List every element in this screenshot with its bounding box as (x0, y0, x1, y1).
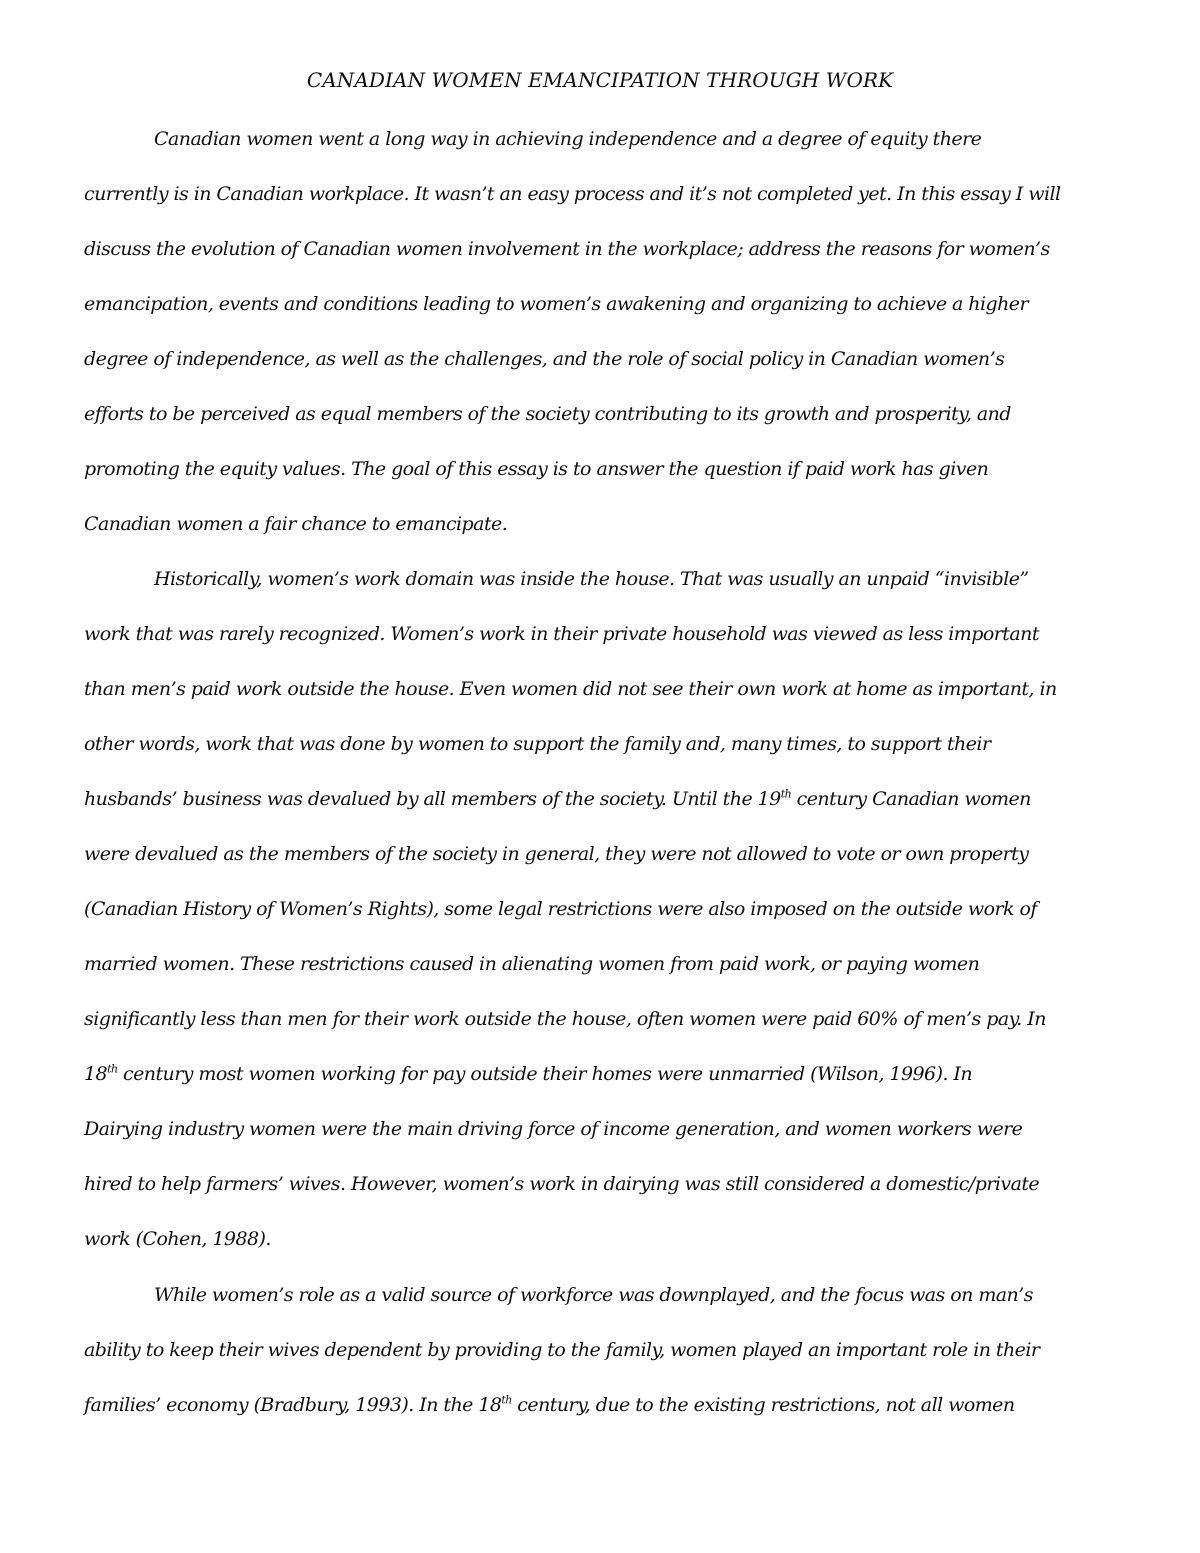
paragraph-2-line-6: were devalued as the members of the society in general, they were not allowed to vote or own property (84, 843, 1029, 865)
paragraph-3-line-3 (84, 1394, 1015, 1416)
paragraph-3-line-1: While women’s role as a valid source of workforce was downplayed, and the focus was on man’s (154, 1284, 1033, 1306)
paragraph-1-line-5: degree of independence, as well as the challenges, and the role of social policy in Canadian women’s (84, 348, 1005, 370)
paragraph-1-line-6: efforts to be perceived as equal members of the society contributing to its growth and prosperity, and (84, 403, 1011, 425)
paragraph-2-line-9: significantly less than men for their work outside the house, often women were paid 60% of men’s pay. In (84, 1008, 1046, 1030)
paragraph-3-line-2: ability to keep their wives dependent by providing to the family, women played an important role in their (84, 1339, 1040, 1361)
paragraph-2-line-10 (84, 1063, 972, 1085)
document-title: CANADIAN WOMEN EMANCIPATION THROUGH WORK (306, 68, 894, 92)
superscript-ordinal: th (107, 1062, 118, 1076)
text-run: husbands’ business was devalued by all members of the society. Until the 19 (84, 788, 781, 810)
paragraph-2-line-12: hired to help farmers’ wives. However, women’s work in dairying was still considered a domestic/private (84, 1173, 1040, 1195)
superscript-ordinal: th (501, 1393, 512, 1407)
paragraph-1-line-4: emancipation, events and conditions leading to women’s awakening and organizing to achieve a higher (84, 293, 1029, 315)
paragraph-2-line-11: Dairying industry women were the main driving force of income generation, and women workers were (84, 1118, 1023, 1140)
paragraph-1-line-2: currently is in Canadian workplace. It wasn’t an easy process and it’s not completed yet. In this essay I will (84, 183, 1061, 205)
paragraph-2-line-3: than men’s paid work outside the house. Even women did not see their own work at home as important, in (84, 678, 1057, 700)
text-run: century Canadian women (791, 788, 1031, 810)
paragraph-2-line-2: work that was rarely recognized. Women’s work in their private household was viewed as less important (84, 623, 1039, 645)
paragraph-2-line-7: (Canadian History of Women’s Rights), some legal restrictions were also imposed on the outside work of (84, 898, 1037, 920)
paragraph-2-line-5 (84, 788, 1031, 810)
paragraph-2-line-8: married women. These restrictions caused in alienating women from paid work, or paying women (84, 953, 980, 975)
text-run: century, due to the existing restrictions, not all women (511, 1394, 1015, 1416)
paragraph-2-line-1: Historically, women’s work domain was inside the house. That was usually an unpaid “invisible” (154, 568, 1029, 590)
text-run: century most women working for pay outside their homes were unmarried (Wilson, 1996). In (117, 1063, 973, 1085)
text-run: families’ economy (Bradbury, 1993). In the 18 (84, 1394, 502, 1416)
paragraph-1-line-3: discuss the evolution of Canadian women involvement in the workplace; address the reasons for women’s (84, 238, 1050, 260)
paragraph-1-line-8: Canadian women a fair chance to emancipate. (84, 513, 508, 535)
paragraph-1-line-1: Canadian women went a long way in achieving independence and a degree of equity there (154, 128, 982, 150)
paragraph-1-line-7: promoting the equity values. The goal of this essay is to answer the question if paid work has given (84, 458, 989, 480)
paragraph-2-line-4: other words, work that was done by women to support the family and, many times, to support their (84, 733, 991, 755)
text-run: 18 (84, 1063, 108, 1085)
superscript-ordinal: th (780, 787, 792, 801)
paragraph-2-line-13: work (Cohen, 1988). (84, 1228, 271, 1250)
